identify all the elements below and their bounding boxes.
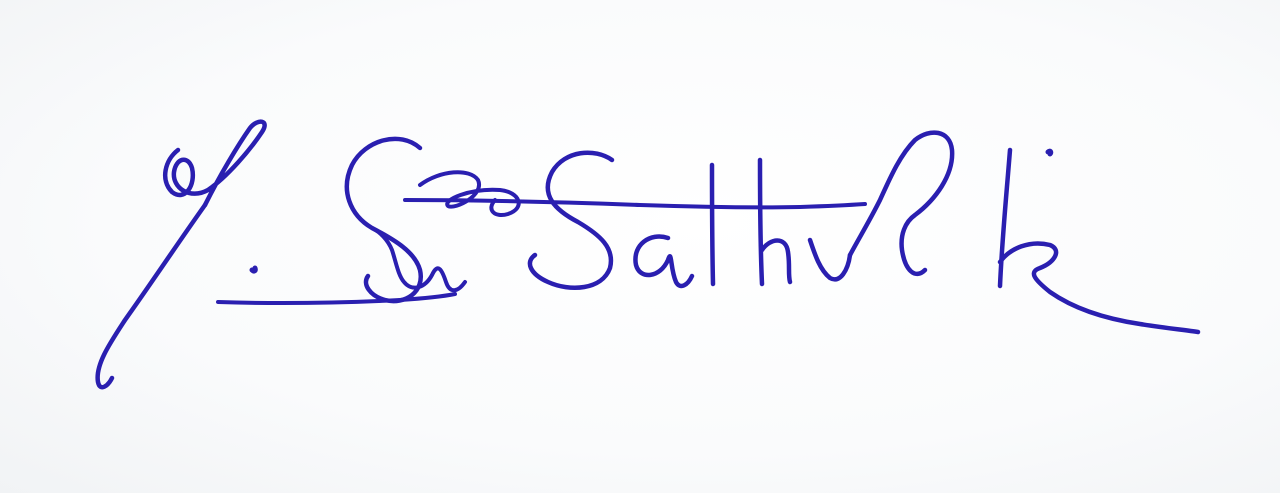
stroke-initial-dot bbox=[252, 268, 255, 271]
stroke-baseline bbox=[218, 294, 455, 303]
stroke-a bbox=[635, 237, 692, 286]
stroke-strike-line bbox=[405, 200, 865, 207]
stroke-initial-descender bbox=[98, 205, 205, 387]
stroke-h bbox=[760, 160, 790, 284]
stroke-v bbox=[810, 240, 850, 279]
stroke-upper-loops bbox=[420, 172, 519, 215]
stroke-initial-loop bbox=[165, 122, 264, 205]
stroke-s2 bbox=[530, 153, 612, 288]
signature-strokes bbox=[98, 122, 1198, 388]
stroke-k-dot bbox=[1048, 151, 1051, 154]
stroke-s1 bbox=[347, 139, 421, 301]
stroke-t bbox=[712, 165, 713, 284]
stroke-k bbox=[1000, 150, 1198, 332]
